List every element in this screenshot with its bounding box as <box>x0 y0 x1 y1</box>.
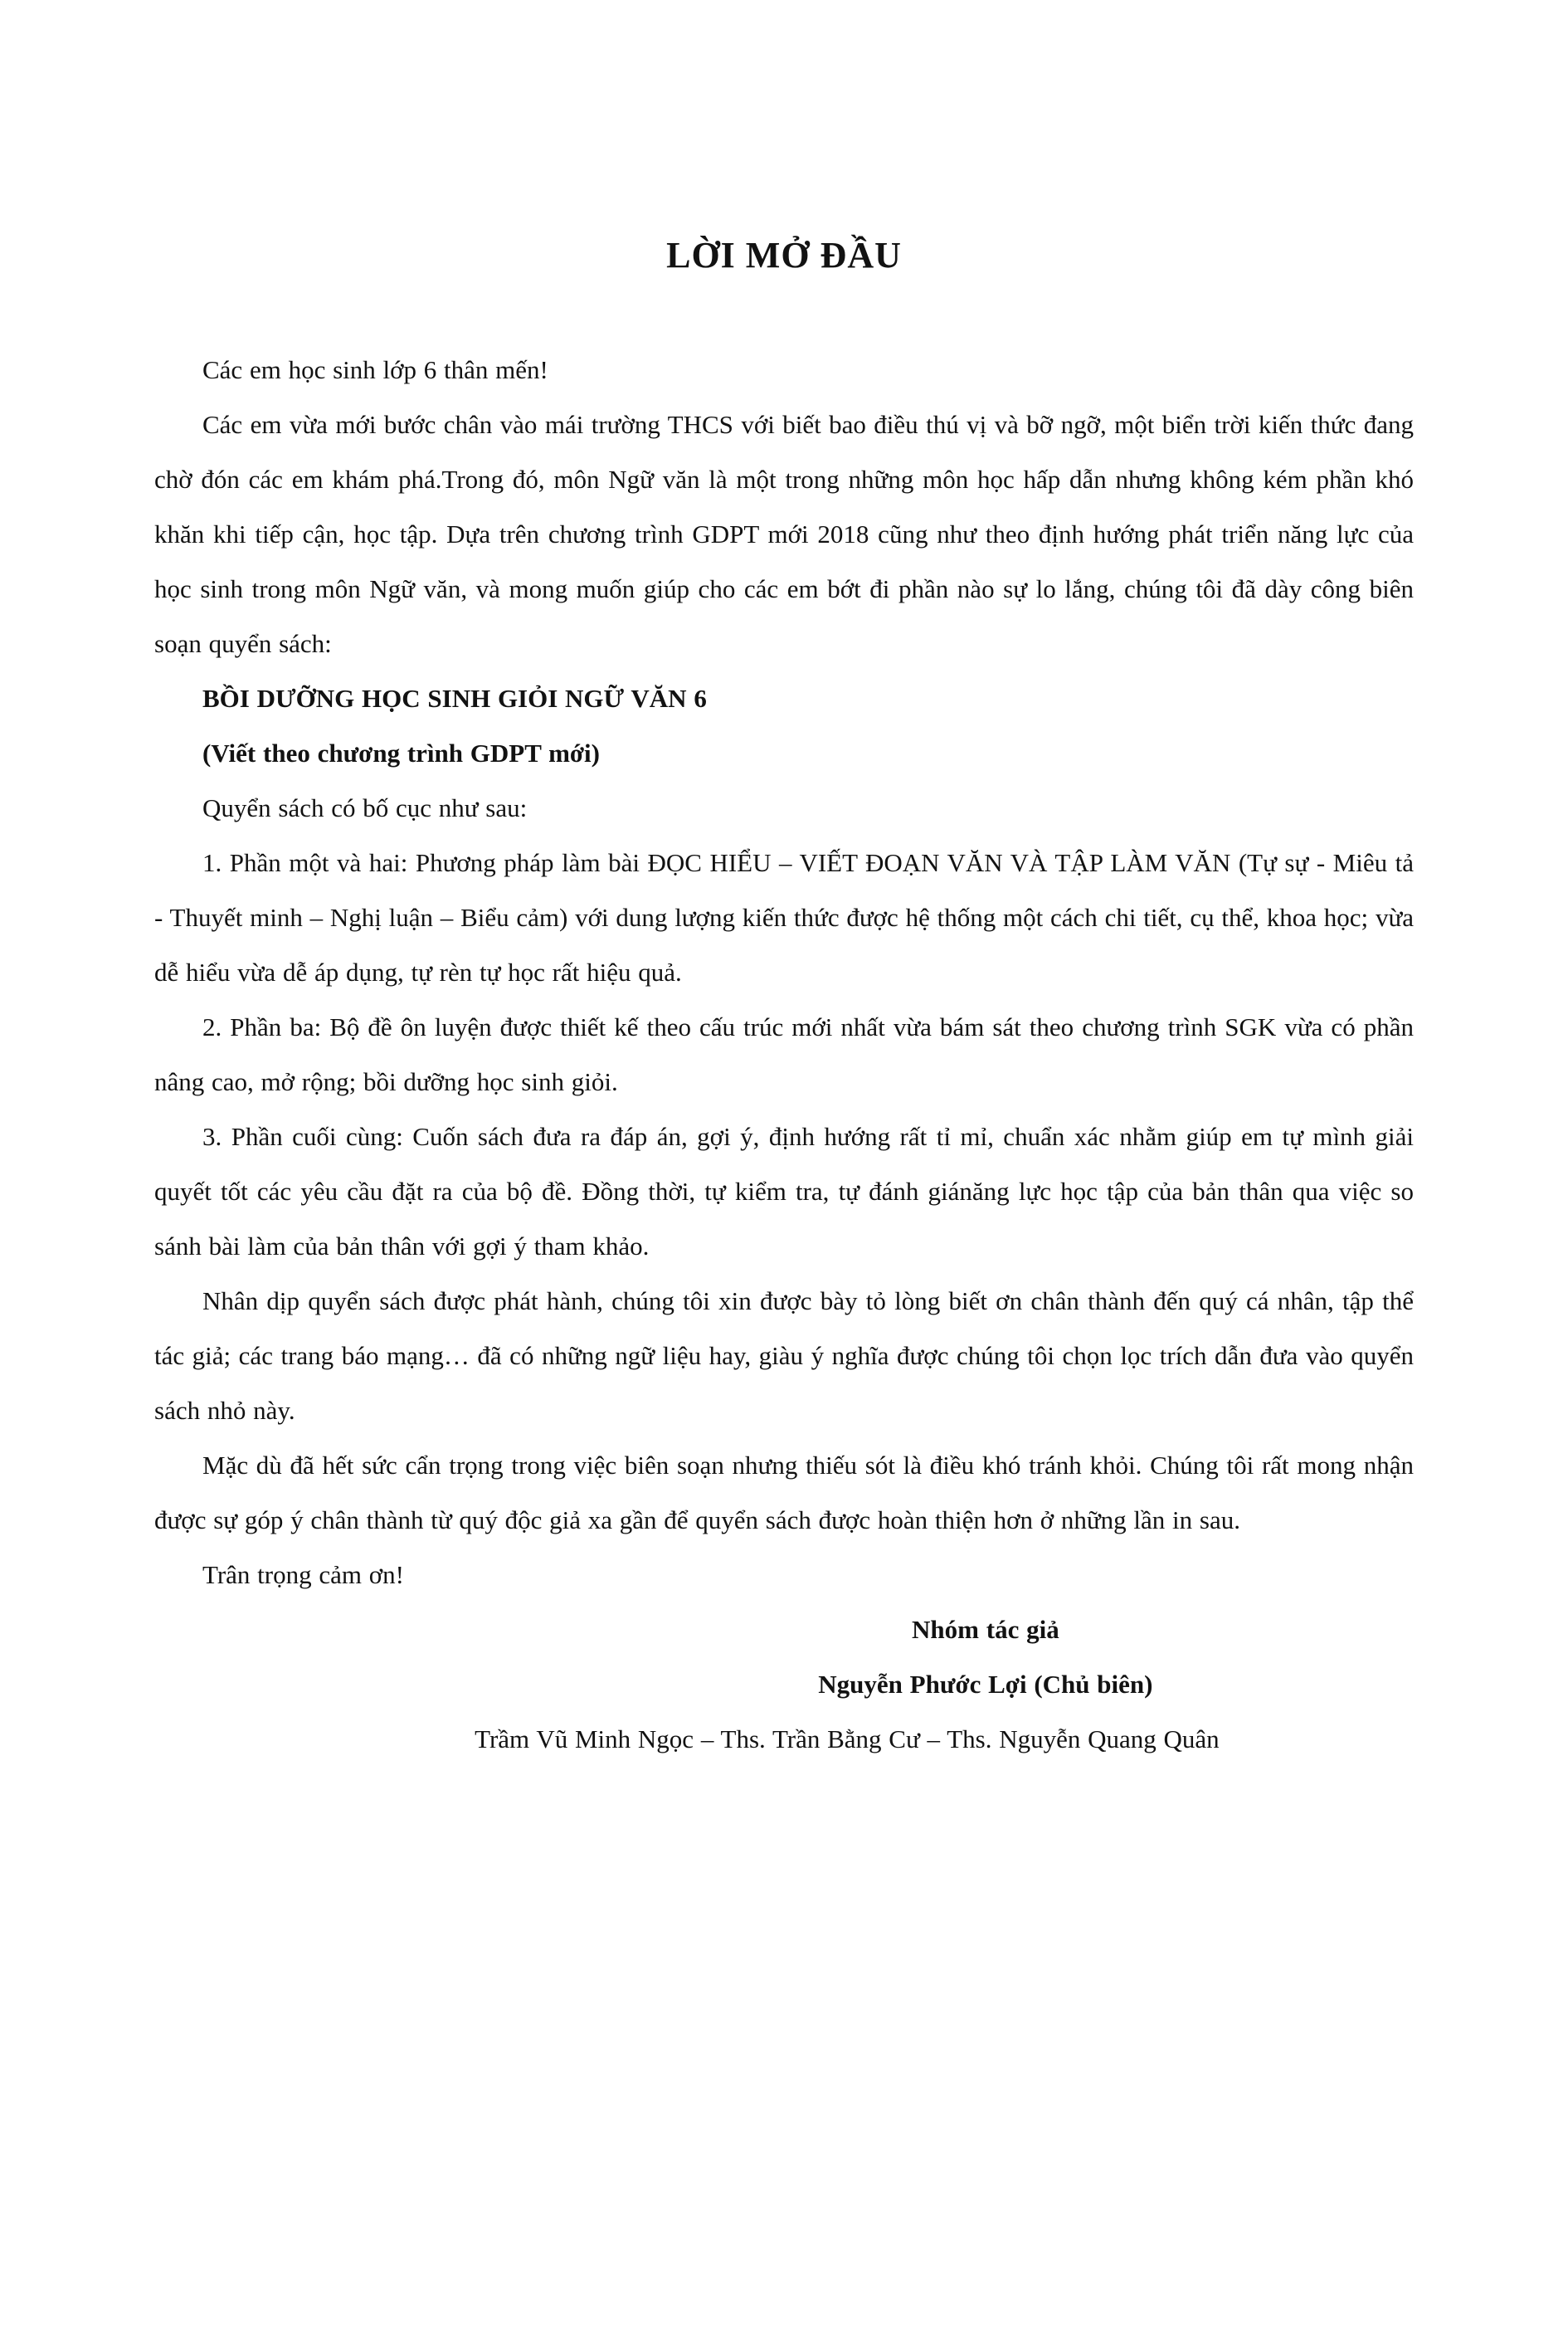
page-title: LỜI MỞ ĐẦU <box>666 235 902 276</box>
paragraph: 2. Phần ba: Bộ đề ôn luyện được thiết kế theo cấu trúc mới nhất vừa bám sát theo chương trình SGK vừa có phần nâng cao, mở rộng; bồi dưỡng học sinh giỏi. <box>154 1012 1414 1096</box>
paragraph: Quyển sách có bố cục như sau: <box>202 793 528 822</box>
paragraph: Nguyễn Phước Lợi (Chủ biên) <box>818 1670 1153 1699</box>
paragraph: Các em học sinh lớp 6 thân mến! <box>202 355 548 384</box>
paragraph: BỒI DƯỠNG HỌC SINH GIỎI NGỮ VĂN 6 <box>202 684 707 713</box>
paragraph: (Viết theo chương trình GDPT mới) <box>202 739 600 768</box>
paragraph: 1. Phần một và hai: Phương pháp làm bài ĐỌC HIỂU – VIẾT ĐOẠN VĂN VÀ TẬP LÀM VĂN (Tự sự - Miêu tả - Thuyết minh – Nghị luận – Biểu cảm) với dung lượng kiến thức được hệ thống một cách chi tiết, cụ thể, khoa học; vừa dễ hiểu vừa dễ áp dụng, tự rèn tự học rất hiệu quả. <box>154 848 1414 987</box>
paragraph: Nhân dịp quyển sách được phát hành, chúng tôi xin được bày tỏ lòng biết ơn chân thành đến quý cá nhân, tập thể tác giả; các trang báo mạng… đã có những ngữ liệu hay, giàu ý nghĩa được chúng tôi chọn lọc trích dẫn đưa vào quyển sách nhỏ này. <box>154 1286 1414 1425</box>
paragraph: Trầm Vũ Minh Ngọc – Ths. Trần Bằng Cư – Ths. Nguyễn Quang Quân <box>475 1724 1220 1753</box>
paragraph: Mặc dù đã hết sức cẩn trọng trong việc biên soạn nhưng thiếu sót là điều khó tránh khỏi. Chúng tôi rất mong nhận được sự góp ý chân thành từ quý độc giả xa gần để quyển sách được hoàn thiện hơn ở những lần in sau. <box>154 1451 1414 1534</box>
paragraph: 3. Phần cuối cùng: Cuốn sách đưa ra đáp án, gợi ý, định hướng rất tỉ mỉ, chuẩn xác nhằm giúp em tự mình giải quyết tốt các yêu cầu đặt ra của bộ đề. Đồng thời, tự kiểm tra, tự đánh giánăng lực học tập của bản thân qua việc so sánh bài làm của bản thân với gợi ý tham khảo. <box>154 1122 1414 1261</box>
paragraphs <box>154 343 1414 1767</box>
paragraph: Các em vừa mới bước chân vào mái trường THCS với biết bao điều thú vị và bỡ ngỡ, một biển trời kiến thức đang chờ đón các em khám phá.Trong đó, môn Ngữ văn là một trong những môn học hấp dẫn nhưng không kém phần khó khăn khi tiếp cận, học tập. Dựa trên chương trình GDPT mới 2018 cũng như theo định hướng phát triển năng lực của học sinh trong môn Ngữ văn, và mong muốn giúp cho các em bớt đi phần nào sự lo lắng, chúng tôi đã dày công biên soạn quyển sách: <box>154 410 1414 658</box>
paragraph: Nhóm tác giả <box>912 1615 1059 1644</box>
paragraph: Trân trọng cảm ơn! <box>202 1560 404 1589</box>
